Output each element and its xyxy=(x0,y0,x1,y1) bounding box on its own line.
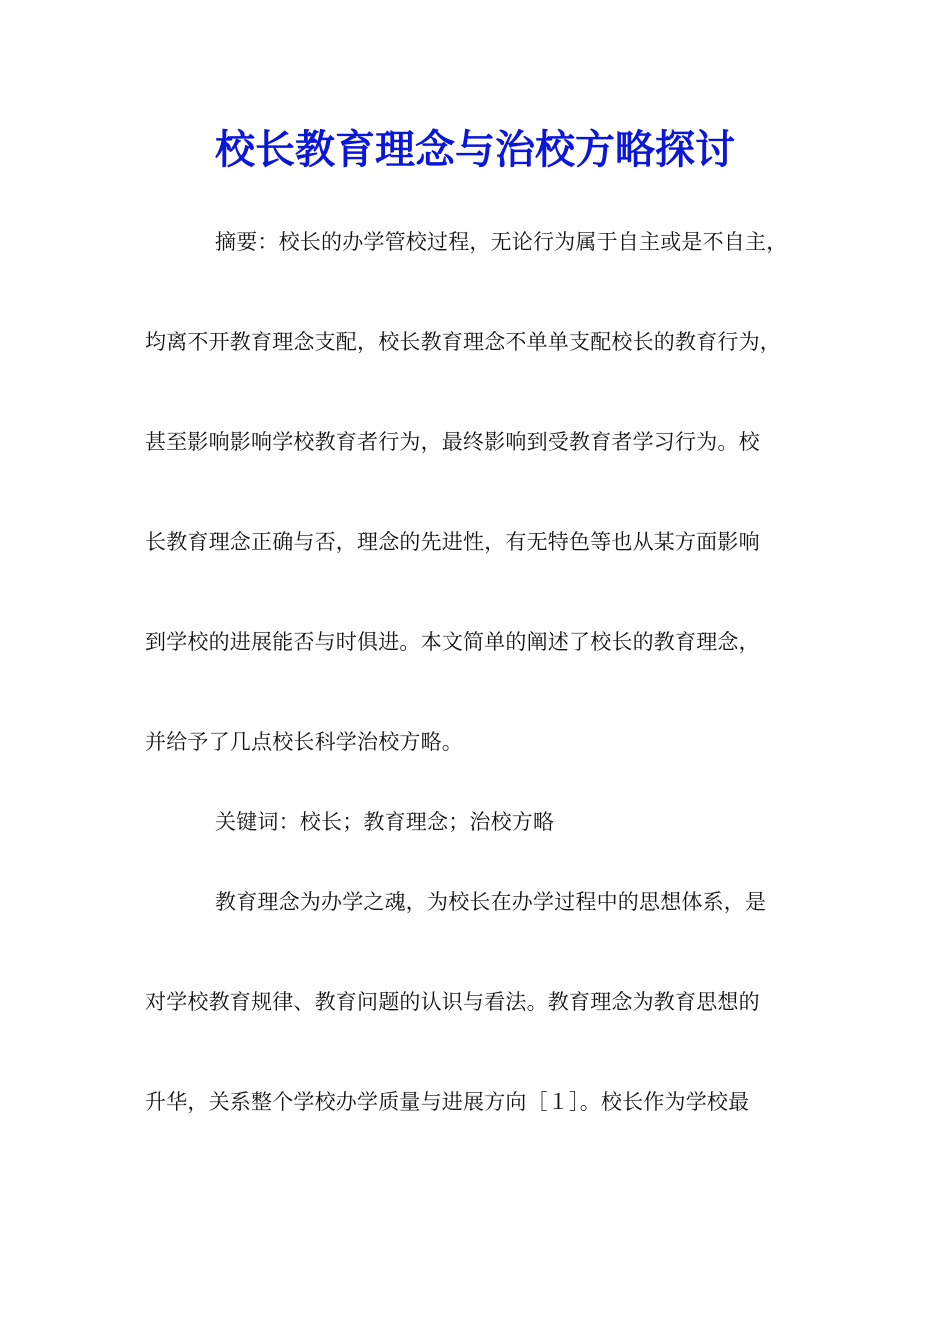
body-line-2: 对学校教育规律、教育问题的认识与看法。教育理念为教育思想的 xyxy=(145,990,760,1014)
abstract-line-2: 均离不开教育理念支配，校长教育理念不单单支配校长的教育行为， xyxy=(145,330,781,354)
keywords-line: 关键词：校长；教育理念；治校方略 xyxy=(215,810,555,834)
abstract-line-1: 摘要：校长的办学管校过程，无论行为属于自主或是不自主， xyxy=(215,230,788,254)
abstract-line-3: 甚至影响影响学校教育者行为，最终影响到受教育者学习行为。校 xyxy=(145,430,760,454)
abstract-line-5: 到学校的进展能否与时俱进。本文简单的阐述了校长的教育理念， xyxy=(145,630,760,654)
abstract-line-4: 长教育理念正确与否，理念的先进性，有无特色等也从某方面影响 xyxy=(145,530,760,554)
abstract-line-6: 并给予了几点校长科学治校方略。 xyxy=(145,730,463,754)
body-line-3: 升华，关系整个学校办学质量与进展方向［１］。校长作为学校最 xyxy=(145,1090,750,1114)
document-title: 校长教育理念与治校方略探讨 xyxy=(215,126,735,173)
body-line-1: 教育理念为办学之魂，为校长在办学过程中的思想体系，是 xyxy=(215,890,767,914)
